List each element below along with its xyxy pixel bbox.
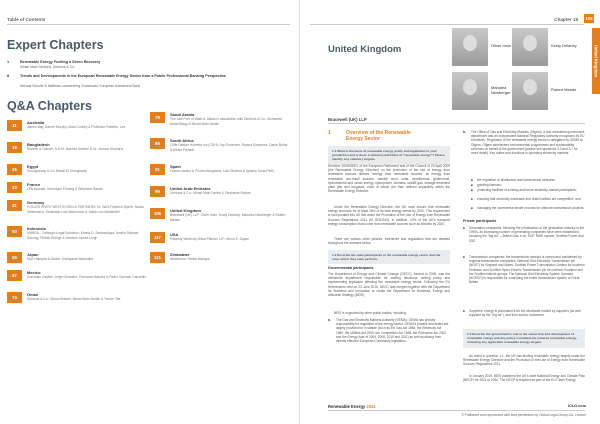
page-number: 106 bbox=[585, 16, 593, 21]
country-authors: POLLER SPATH WESTHOVEN & PARTNERS: Dr. Wolf-Friedrich Spieth, Niclas Hellermann, Sebastian Lutz-Bachmann & Jakob von Manteuffel bbox=[27, 205, 144, 214]
page-badge: 91 bbox=[150, 164, 165, 175]
author-name: Mahalea Newberger bbox=[491, 85, 511, 95]
country-name: Mexico bbox=[27, 270, 41, 275]
author-photo bbox=[512, 72, 548, 110]
page-badge: 33 bbox=[7, 182, 22, 193]
footer-rule bbox=[328, 410, 585, 411]
country-name: USA bbox=[170, 232, 179, 237]
country-name: Japan bbox=[27, 252, 39, 257]
country-name: United Kingdom bbox=[170, 208, 201, 213]
firm-name: Bracewell (UK) LLP bbox=[328, 117, 367, 122]
question-box: 1.1 What is the basis of renewable energy policy and legislation in your jurisdiction and is there a statutory definition of "renewable energy"? Please identify any statutory targets. bbox=[328, 146, 450, 165]
firm-rule bbox=[328, 123, 585, 124]
country-authors: Gonzalez Calvillo: Jorge Gonzalez, Fernando Barrera & Pedro Gonzalo Camarillo bbox=[27, 275, 147, 279]
bullet-item: ■ Transmission companies: the transmission network is owned and maintained by regional transmission companies: National Grid Electricity Transmission plc (NGET) for England and Wales, Scottish Power Transmission Limited for southern Scotland, and Scottish Hydro Electric Transmission plc for northern Scotland and the Scottish islands groups. The National Grid Electricity System Operator (NGESO) is responsible for controlling the entire transmission system of Great Britain. bbox=[463, 255, 585, 285]
bullet-item: ■ managing the incremental tender process for offshore transmission projects. bbox=[471, 206, 585, 210]
footer-title: Renewable Energy 2021 bbox=[328, 404, 376, 409]
page-badge: 50 bbox=[7, 226, 22, 237]
paragraph: As noted in question 1.1, the UK has binding renewable energy targets under the Renewable Energy Directive and the Promotion of the Use of Energy from Renewable Sources Regulations 2011. bbox=[463, 354, 585, 367]
chapter-title: Trends and Developments in the European Renewable Energy Sector from a Public Professional Banking Perspective bbox=[20, 74, 226, 78]
author-name: Robert Meade bbox=[551, 87, 577, 92]
qa-chapters-title: Q&A Chapters bbox=[7, 99, 92, 113]
question-box: 1.3 Describe the government's role in the ownership and development of renewable energy and any policy commitments towards renewable energy, including any applicable renewable energy targets. bbox=[463, 329, 585, 348]
country-name: Spain bbox=[170, 164, 181, 169]
author-name: Kirsty Delaney bbox=[551, 43, 577, 48]
country-name: Indonesia bbox=[27, 226, 46, 231]
paragraph: Under the Renewable Energy Directive, the UK must ensure that renewable energy accounts for at least 15% of its total energy needs by 2020. This requirement is incorporated into UK law under the Promotion of the Use of Energy from Renewable Sources Regulations 2011 (SI 2011/243). In addition, 10% of the UK's transport energy consumption must come from renewable sources such as biofuels by 2020. bbox=[328, 205, 450, 226]
section-title: Overview of the Renewable Energy Sector bbox=[346, 130, 411, 143]
list-item: b. The Office of Gas and Electricity Markets (Ofgem): a non-ministerial government department and an independent National Regulatory Authority recognised by EU Directives. Regulation of the renewable energy sector is delegated by GEMA to Ofgem. Ofgem administers environmental programmes and sustainability schemes on behalf of the government (please see questions 3.3 and 3.7 for more detail). Key duties and functions in operating electricity markets: bbox=[463, 130, 585, 156]
page-badge: 99 bbox=[150, 186, 165, 197]
chapter-title: Renewable Energy Fuelling a Green Recovery bbox=[20, 60, 101, 64]
country-authors: Bracewell (UK) LLP: Oliver Irwin, Kirsty Delaney, Mahalea Newberger & Robert Meade bbox=[170, 213, 286, 222]
chapter-label: Chapter 16 bbox=[554, 17, 578, 22]
country-name: Australia bbox=[27, 120, 45, 125]
page-badge: 58 bbox=[7, 252, 22, 263]
section-number: 1 bbox=[328, 130, 331, 136]
paragraph: In January 2019, BEIS published the UK's draft National Energy and Climate Plan (NECP) for 2021 to 2030. The NECP is required as part of the EU Clean Energy bbox=[463, 374, 585, 383]
list-item: a. The Gas and Electricity Markets Authority (GEMA): GEMA has primary responsibility for regulation of the energy sector. GEMA's powers and duties are largely provided for in statute (such as the Gas Act 1986, the Electricity Act 1989, the Utilities Act 2000, the Competition Act 1998, the Enterprise Act 2002 and the Energy Acts of 2004, 2008, 2010 and 2011) as well as arising from directly effective European Community legislation. bbox=[328, 318, 449, 344]
side-tab[interactable] bbox=[592, 28, 600, 94]
paragraph: There are various other policies, incentives and regulations that are detailed throughout the answers below. bbox=[328, 237, 450, 246]
country-authors: Dentons & Co.: Mhairi Main Dentie & Stephanie Raines bbox=[170, 191, 251, 195]
toc-header: Table of Contents bbox=[7, 17, 46, 22]
page-badge: 26 bbox=[7, 164, 22, 175]
page-badge: 121 bbox=[150, 252, 165, 263]
bullet-item: ■ Generation companies: following the privatisation of the generation industry in the 1990s, an increasing number of generating companies have been established, including the "big six" – British Gas, e.on, EDF, RWE npower, Scottish Power and SSE. bbox=[463, 226, 584, 243]
author-photo bbox=[452, 72, 488, 110]
country-name: South Africa bbox=[170, 138, 194, 143]
chapter-page-num: 8 bbox=[7, 74, 10, 78]
bullet-item: ■ ensuring that electricity wholesale and retail markets are competitive; and bbox=[471, 197, 581, 201]
country-authors: Pillsbury Winthrop Shaw Pittman LLP: Mona E. Dajani bbox=[170, 237, 249, 241]
country-name: Zimbabwe bbox=[170, 252, 190, 257]
chapter-authors: Mhairi Main Dentons, Dentons & Co. bbox=[20, 65, 76, 69]
author-photo bbox=[512, 28, 548, 66]
footer-site-link[interactable]: ICLG.com bbox=[568, 404, 586, 408]
country-authors: Gomez-Acebo & Pombo Abogados: Luis Oliveros & Ignacio Soria-Perill bbox=[170, 169, 274, 173]
country-authors: James Bay, Darren Murphy, Allan Cowley & Professor Roberts, Lee bbox=[27, 125, 126, 129]
country-name: Germany bbox=[27, 200, 45, 205]
page-badge: 85 bbox=[150, 138, 165, 149]
country-authors: Razeek & Daurah, A.G.M. Nazmul Ibrahim & Dr. Jessica Shahana bbox=[27, 147, 124, 151]
country-name: Egypt bbox=[27, 164, 39, 169]
page-badge: 41 bbox=[7, 200, 22, 211]
country-name: Oman bbox=[27, 292, 39, 297]
country-name: France bbox=[27, 182, 41, 187]
copyright-notice: © Published and reproduced with kind permission by Global Legal Group Ltd, London bbox=[461, 413, 586, 417]
page-badge: 79 bbox=[150, 112, 165, 123]
right-page bbox=[300, 0, 600, 424]
paragraph: The Department of Energy and Climate Change (DECC), formed in 2008, was the ministerial department responsible for making decisions, setting policy and implementing legislation affecting the renewable energy sector. Following the EU Referendum held on 23 June 2016, DECC was merged together with the Department for Business and Innovation to create the Department for Business, Energy and Industrial Strategy (BEIS). bbox=[328, 272, 450, 298]
page-badge: 106 bbox=[150, 208, 165, 219]
country-authors: Wintertons: Sebila Madaya bbox=[170, 257, 210, 261]
country-authors: Mori Hamada & Anderl: Kobayashi Watanabe bbox=[27, 257, 94, 261]
bullet-item: ■ granting licences; bbox=[471, 183, 502, 187]
bullet-item: ■ protecting facilities of existing and future electricity market participants; bbox=[471, 188, 577, 192]
question-box: 1.2 Describe the main participants in the renewable energy sector and the roles which they each perform. bbox=[328, 250, 450, 264]
side-tab-label: United Kingdom bbox=[593, 44, 599, 78]
paragraph: Directive 2009/28/EC of the European Parliament and of the Council of 23 April 2009 (the Renewable Energy Directive) on the promotion of the use of energy from renewable sources defines "energy from renewable sources" as energy from renewable non-fossil sources, namely wind, solar, aerothermal, geothermal, hydrothermal and ocean energy, hydropower, biomass, landfill gas, sewage treatment plant gas and biogases, each of which are then defined separately within the Renewable Energy Directive. bbox=[328, 164, 450, 194]
paragraph: BEIS is supported by other public bodies, including: bbox=[334, 311, 407, 315]
country-title: United Kingdom bbox=[328, 44, 402, 55]
chapter-authors: Nelvaal Schulte & Matthias Loewenberg Grunewald, European Investment Bank bbox=[20, 84, 141, 88]
page-badge: 11 bbox=[7, 120, 22, 131]
country-authors: Shoughaway & Co: Bassil El Shoughway bbox=[27, 169, 87, 173]
country-name: Saudi Arabia bbox=[170, 112, 195, 117]
author-photo bbox=[452, 28, 488, 66]
country-authors: Cliffe Dekker Hofmeyr Inc (CDH): Jay Govender, Rosina Simpsons, Danie Botha & Alecia Pienaar bbox=[170, 143, 288, 152]
country-authors: LPA Avocats: Véronique Fröding & Stéphane Bastia bbox=[27, 187, 103, 191]
page-badge: 74 bbox=[7, 292, 22, 303]
page-badge: 67 bbox=[7, 270, 22, 281]
author-name: Oliver Irwin bbox=[491, 43, 512, 48]
bullet-item: ■ the regulation of distribution and transmission networks; bbox=[471, 178, 556, 182]
header-rule bbox=[7, 24, 290, 25]
chapter-page-num: 1 bbox=[7, 60, 10, 64]
page-badge: 117 bbox=[150, 232, 165, 243]
subheading: Private participants bbox=[463, 219, 497, 223]
country-authors: UMBRA – Strategic Legal Solutions: Kirana D. Sastrawijaya, Amelia Rahmat Sanong, Rizkah Eldrige & Jamison James Leigh bbox=[27, 231, 139, 240]
country-authors: The Law Firm of Wael A. Alissa in association with Dentons & Co.: Mohamed Abdel Balqy & Mhairi Main Dentie bbox=[170, 117, 283, 126]
country-authors: Dentons & Co.: Simon Brewer, Mhairi Main Dentie & Trevor Oler bbox=[27, 297, 121, 301]
page-badge: 19 bbox=[7, 142, 22, 153]
header-rule bbox=[310, 24, 584, 25]
expert-chapters-title: Expert Chapters bbox=[7, 38, 104, 52]
subheading: Governmental participants bbox=[328, 266, 374, 270]
country-name: Bangladesh bbox=[27, 142, 50, 147]
footer-year: 2021 bbox=[366, 404, 376, 409]
gema-text: The Gas and Electricity Markets Authority (GEMA): GEMA has primary responsibility for regulation of the energy sector. GEMA's powers and duties are largely provided for in statute (such as the Gas Act 1986, the Electricity Act 1989, the Utilities Act 2000, the Competition Act 1998, the Enterprise Act 2002 and the Energy Acts of 2004, 2008, 2010 and 2011) as well as arising from directly effective European Community legislation. bbox=[336, 318, 449, 344]
country-name: United Arab Emirates bbox=[170, 186, 211, 191]
bullet-item: ■ Suppliers: energy is purchased from the wholesale market by suppliers (as well supplied by the "big six"), and then sold to customers. bbox=[463, 309, 581, 318]
ofgem-text: The Office of Gas and Electricity Markets (Ofgem): a non-ministerial government department and an independent National Regulatory Authority recognised by EU Directives. Regulation of the renewable energy sector is delegated by GEMA to Ofgem. Ofgem administers environmental programmes and sustainability schemes on behalf of the government (please see questions 3.3 and 3.7 for more detail). Key duties and functions in operating electricity markets: bbox=[471, 130, 585, 156]
